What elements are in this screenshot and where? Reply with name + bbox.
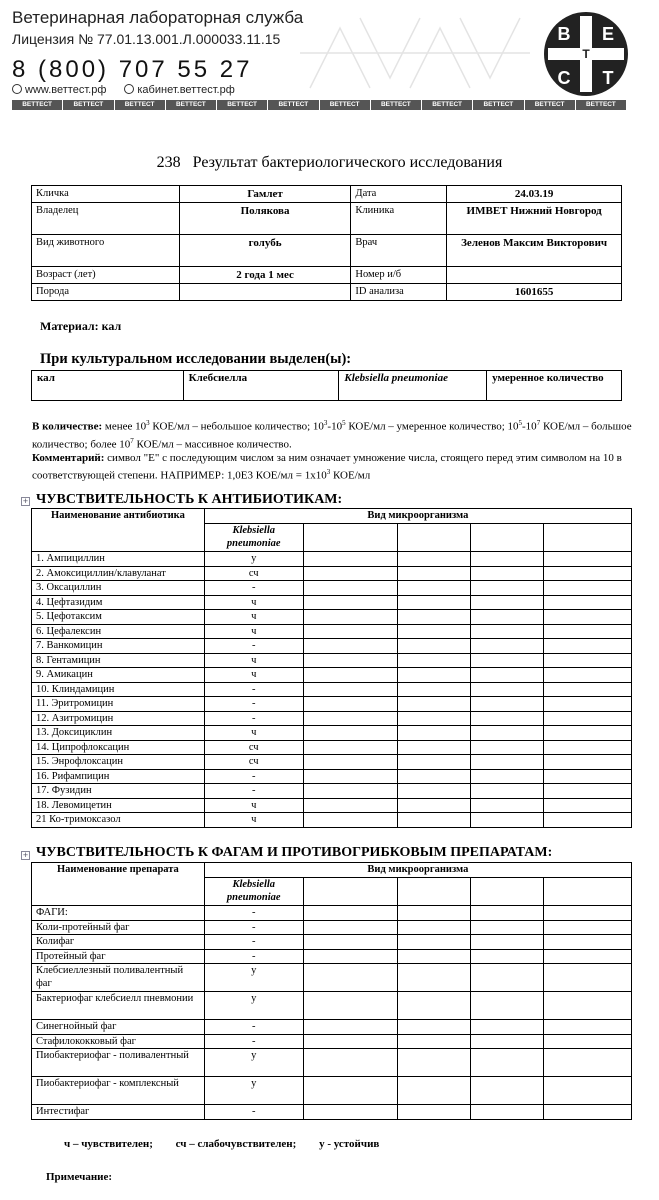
- legend-sensitive: ч – чувствителен;: [64, 1138, 153, 1150]
- empty-cell: [544, 624, 632, 639]
- empty-cell: [544, 668, 632, 683]
- info-label: Порода: [32, 284, 180, 301]
- table-row: [32, 284, 622, 301]
- phone-number: 8 (800) 707 55 27: [12, 56, 253, 83]
- info-label: Номер и/б: [351, 267, 447, 284]
- row-name: 10. Клиндамицин: [32, 682, 205, 697]
- empty-cell: [303, 1049, 398, 1077]
- antibiotics-table: [31, 508, 632, 828]
- row-name: 9. Амикацин: [32, 668, 205, 683]
- empty-cell: [303, 581, 398, 596]
- empty-cell: [471, 784, 544, 799]
- empty-cell: [303, 964, 398, 992]
- table-row: [32, 740, 632, 755]
- empty-cell: [471, 813, 544, 828]
- row-name: 13. Доксициклин: [32, 726, 205, 741]
- empty-cell: [544, 1034, 632, 1049]
- empty-cell: [471, 949, 544, 964]
- info-label: Дата: [351, 186, 447, 203]
- table-row: [32, 935, 632, 950]
- table-row: [32, 726, 632, 741]
- row-result: ч: [204, 624, 303, 639]
- row-name: 18. Левомицетин: [32, 798, 205, 813]
- empty-cell: [398, 1020, 471, 1035]
- legend-resistant: у - устойчив: [319, 1138, 380, 1150]
- phages-heading: ЧУВСТВИТЕЛЬНОСТЬ К ФАГАМ И ПРОТИВОГРИБКОВЫМ ПРЕПАРАТАМ:: [36, 845, 553, 860]
- remark-label: Примечание:: [46, 1171, 113, 1183]
- row-result: ч: [204, 668, 303, 683]
- info-value: [447, 267, 622, 284]
- empty-cell: [471, 740, 544, 755]
- table-row: [32, 906, 632, 921]
- antibiotics-heading: ЧУВСТВИТЕЛЬНОСТЬ К АНТИБИОТИКАМ:: [36, 492, 343, 507]
- strip-word: ВЕТТЕСТ: [320, 100, 370, 110]
- col-header-kind: Вид микроорганизма: [204, 863, 631, 878]
- info-value: Зеленов Максим Викторович: [447, 235, 622, 267]
- row-result: -: [204, 949, 303, 964]
- empty-cell: [303, 798, 398, 813]
- empty-cell: [303, 566, 398, 581]
- empty-cell: [398, 740, 471, 755]
- info-label: Врач: [351, 235, 447, 267]
- empty-cell: [544, 1020, 632, 1035]
- quantity-note: В количестве: менее $10^3$ КОЕ/мл – небольшое количество; $10^3-10^5$ КОЕ/мл – умеренное количество; $10^5-10^7$ КОЕ/мл – большое количество; более $10^7$ КОЕ/мл – массивное количество.: [32, 419, 632, 451]
- empty-cell: [398, 595, 471, 610]
- row-result: сч: [204, 755, 303, 770]
- empty-cell: [544, 726, 632, 741]
- empty-cell: [471, 581, 544, 596]
- empty-cell: [303, 1034, 398, 1049]
- empty-cell: [471, 726, 544, 741]
- row-name: ФАГИ:: [32, 906, 205, 921]
- empty-cell: [398, 935, 471, 950]
- table-row: [32, 267, 622, 284]
- empty-cell: [398, 697, 471, 712]
- row-name: Пиобактериофаг - поливалентный: [32, 1049, 205, 1077]
- empty-cell: [303, 949, 398, 964]
- info-value: 24.03.19: [447, 186, 622, 203]
- row-name: 11. Эритромицин: [32, 697, 205, 712]
- empty-cell: [471, 624, 544, 639]
- empty-cell: [398, 726, 471, 741]
- table-row: [32, 653, 632, 668]
- info-value: Гамлет: [179, 186, 351, 203]
- empty-cell: [544, 920, 632, 935]
- row-name: Колифаг: [32, 935, 205, 950]
- info-value: 2 года 1 мес: [179, 267, 351, 284]
- globe-icon: [124, 84, 134, 94]
- logo-letter: С: [557, 68, 571, 88]
- info-label: Владелец: [32, 203, 180, 235]
- table-row: [32, 1049, 632, 1077]
- table-row: [32, 186, 622, 203]
- empty-cell: [471, 711, 544, 726]
- empty-cell: [471, 1034, 544, 1049]
- empty-cell: [471, 920, 544, 935]
- row-name: 1. Ампициллин: [32, 552, 205, 567]
- row-name: 5. Цефотаксим: [32, 610, 205, 625]
- row-result: -: [204, 682, 303, 697]
- row-result: ч: [204, 726, 303, 741]
- empty-cell: [398, 653, 471, 668]
- row-result: у: [204, 992, 303, 1020]
- info-label: Клиника: [351, 203, 447, 235]
- empty-cell: [303, 813, 398, 828]
- logo-letter: Т: [602, 68, 614, 88]
- table-row: [32, 1105, 632, 1120]
- table-row: [32, 639, 632, 654]
- empty-cell: [303, 595, 398, 610]
- brand-strip: [12, 100, 626, 110]
- empty-cell: [544, 653, 632, 668]
- row-result: -: [204, 769, 303, 784]
- empty-cell: [544, 552, 632, 567]
- empty-cell: [471, 697, 544, 712]
- row-result: -: [204, 639, 303, 654]
- row-result: ч: [204, 610, 303, 625]
- info-label: Кличка: [32, 186, 180, 203]
- row-name: 8. Гентамицин: [32, 653, 205, 668]
- empty-cell: [544, 906, 632, 921]
- empty-cell: [398, 566, 471, 581]
- legend-moderate: сч – слабочувствителен;: [175, 1138, 297, 1150]
- empty-cell: [544, 711, 632, 726]
- empty-cell: [303, 697, 398, 712]
- table-row: [32, 813, 632, 828]
- logo-letter: Т: [582, 47, 590, 61]
- table-row: [32, 371, 622, 401]
- empty-cell: [544, 1105, 632, 1120]
- row-result: у: [204, 964, 303, 992]
- row-name: Интестифаг: [32, 1105, 205, 1120]
- result-title: Результат бактериологического исследования: [192, 154, 503, 171]
- empty-cell: [544, 755, 632, 770]
- row-result: сч: [204, 566, 303, 581]
- empty-cell: [544, 610, 632, 625]
- row-result: -: [204, 1105, 303, 1120]
- empty-cell: [471, 639, 544, 654]
- strip-word: ВЕТТЕСТ: [115, 100, 165, 110]
- empty-cell: [471, 1105, 544, 1120]
- row-name: 2. Амоксициллин/клавуланат: [32, 566, 205, 581]
- info-value: Полякова: [179, 203, 351, 235]
- phages-table: [31, 862, 632, 1120]
- row-name: Протейный фаг: [32, 949, 205, 964]
- empty-cell: [544, 992, 632, 1020]
- table-row: [32, 1020, 632, 1035]
- empty-cell: [303, 668, 398, 683]
- empty-cell: [471, 1049, 544, 1077]
- empty-cell: [398, 769, 471, 784]
- strip-word: ВЕТТЕСТ: [473, 100, 523, 110]
- table-row: [32, 624, 632, 639]
- table-row: [32, 964, 632, 992]
- row-result: -: [204, 920, 303, 935]
- empty-cell: [303, 639, 398, 654]
- company-logo: [542, 10, 630, 98]
- empty-cell: [471, 964, 544, 992]
- row-name: 4. Цефтазидим: [32, 595, 205, 610]
- empty-cell: [398, 906, 471, 921]
- notes-block: [32, 416, 632, 483]
- empty-cell: [544, 784, 632, 799]
- info-label: Вид животного: [32, 235, 180, 267]
- table-row: [32, 581, 632, 596]
- empty-cell: [398, 668, 471, 683]
- empty-cell: [544, 949, 632, 964]
- empty-cell: [471, 595, 544, 610]
- empty-cell: [303, 992, 398, 1020]
- strip-word: ВЕТТЕСТ: [371, 100, 421, 110]
- row-name: Клебсиеллезный поливалентный фаг: [32, 964, 205, 992]
- row-name: Стафилококковый фаг: [32, 1034, 205, 1049]
- empty-cell: [398, 682, 471, 697]
- table-row: [32, 920, 632, 935]
- empty-cell: [398, 920, 471, 935]
- empty-cell: [544, 1077, 632, 1105]
- row-name: 14. Ципрофлоксацин: [32, 740, 205, 755]
- culture-organism-lat: Klebsiella pneumoniae: [339, 371, 487, 401]
- table-row: [32, 235, 622, 267]
- table-row: [32, 992, 632, 1020]
- strip-word: ВЕТТЕСТ: [576, 100, 626, 110]
- info-value: 1601655: [447, 284, 622, 301]
- empty-cell: [398, 1105, 471, 1120]
- result-number: 238: [156, 154, 181, 171]
- info-label: Возраст (лет): [32, 267, 180, 284]
- empty-cell: [303, 610, 398, 625]
- empty-cell: [398, 813, 471, 828]
- table-row: [32, 798, 632, 813]
- row-result: сч: [204, 740, 303, 755]
- patient-info-table: [31, 185, 622, 301]
- empty-cell: [303, 624, 398, 639]
- empty-cell: [471, 682, 544, 697]
- table-row: [32, 552, 632, 567]
- empty-cell: [471, 653, 544, 668]
- info-label: ID анализа: [351, 284, 447, 301]
- empty-cell: [398, 581, 471, 596]
- table-row: [32, 697, 632, 712]
- empty-cell: [471, 798, 544, 813]
- empty-cell: [471, 552, 544, 567]
- empty-cell: [398, 992, 471, 1020]
- table-row: [32, 755, 632, 770]
- empty-cell: [471, 1077, 544, 1105]
- table-row: [32, 949, 632, 964]
- expand-icon[interactable]: +: [22, 850, 29, 860]
- row-result: -: [204, 697, 303, 712]
- empty-cell: [303, 726, 398, 741]
- empty-cell: [544, 964, 632, 992]
- empty-cell: [398, 1049, 471, 1077]
- empty-cell: [398, 1077, 471, 1105]
- empty-cell: [398, 784, 471, 799]
- culture-amount: умеренное количество: [487, 371, 622, 401]
- row-name: Бактериофаг клебсиелл пневмонии: [32, 992, 205, 1020]
- empty-cell: [303, 552, 398, 567]
- row-name: 15. Энрофлоксацин: [32, 755, 205, 770]
- empty-cell: [303, 906, 398, 921]
- empty-cell: [303, 935, 398, 950]
- empty-cell: [471, 935, 544, 950]
- culture-table: [31, 370, 622, 401]
- empty-cell: [303, 769, 398, 784]
- empty-cell: [544, 1049, 632, 1077]
- col-header-name: Наименование антибиотика: [32, 509, 205, 552]
- material-line: Материал: кал: [40, 319, 122, 333]
- row-result: ч: [204, 595, 303, 610]
- strip-word: ВЕТТЕСТ: [422, 100, 472, 110]
- culture-heading: При культуральном исследовании выделен(ы):: [40, 351, 352, 367]
- expand-icon[interactable]: +: [22, 496, 29, 506]
- empty-cell: [471, 992, 544, 1020]
- empty-cell: [398, 964, 471, 992]
- table-row: [32, 1034, 632, 1049]
- empty-cell: [398, 755, 471, 770]
- empty-cell: [471, 668, 544, 683]
- empty-cell: [471, 1020, 544, 1035]
- watermark-pattern: [300, 8, 530, 98]
- strip-word: ВЕТТЕСТ: [268, 100, 318, 110]
- empty-cell: [303, 755, 398, 770]
- row-name: 17. Фузидин: [32, 784, 205, 799]
- empty-cell: [398, 552, 471, 567]
- empty-cell: [544, 595, 632, 610]
- row-name: Коли-протейный фаг: [32, 920, 205, 935]
- empty-cell: [471, 755, 544, 770]
- col-header-name: Наименование препарата: [32, 863, 205, 906]
- license-number: Лицензия № 77.01.13.001.Л.000033.11.15: [12, 31, 281, 47]
- empty-cell: [398, 798, 471, 813]
- info-value: ИМВЕТ Нижний Новгород: [447, 203, 622, 235]
- empty-cell: [303, 653, 398, 668]
- table-header-row: [32, 863, 632, 878]
- table-row: [32, 566, 632, 581]
- empty-cell: [471, 906, 544, 921]
- table-row: [32, 769, 632, 784]
- empty-cell: [398, 711, 471, 726]
- site-link[interactable]: www.веттест.рф: [12, 84, 106, 96]
- empty-cell: [544, 798, 632, 813]
- empty-cell: [303, 920, 398, 935]
- empty-cell: [398, 949, 471, 964]
- table-row: [32, 711, 632, 726]
- row-result: у: [204, 1049, 303, 1077]
- row-result: -: [204, 935, 303, 950]
- row-result: -: [204, 906, 303, 921]
- empty-cell: [544, 697, 632, 712]
- row-name: 16. Рифампицин: [32, 769, 205, 784]
- culture-organism-ru: Клебсиелла: [183, 371, 339, 401]
- empty-cell: [398, 610, 471, 625]
- empty-cell: [544, 813, 632, 828]
- table-row: [32, 595, 632, 610]
- row-result: ч: [204, 798, 303, 813]
- row-result: ч: [204, 813, 303, 828]
- row-name: 3. Оксациллин: [32, 581, 205, 596]
- strip-word: ВЕТТЕСТ: [12, 100, 62, 110]
- row-result: ч: [204, 653, 303, 668]
- table-header-row: [32, 509, 632, 524]
- row-name: 12. Азитромицин: [32, 711, 205, 726]
- globe-icon: [12, 84, 22, 94]
- logo-letter: Е: [601, 24, 615, 44]
- empty-cell: [303, 784, 398, 799]
- row-name: Пиобактериофаг - комплексный: [32, 1077, 205, 1105]
- table-row: [32, 203, 622, 235]
- page-title: [0, 154, 659, 172]
- empty-cell: [471, 610, 544, 625]
- strip-word: ВЕТТЕСТ: [217, 100, 267, 110]
- empty-cell: [544, 769, 632, 784]
- table-row: [32, 1077, 632, 1105]
- empty-cell: [544, 740, 632, 755]
- legend: [64, 1138, 399, 1150]
- info-value: голубь: [179, 235, 351, 267]
- row-result: -: [204, 1034, 303, 1049]
- row-name: Синегнойный фаг: [32, 1020, 205, 1035]
- culture-material: кал: [32, 371, 184, 401]
- row-result: у: [204, 1077, 303, 1105]
- row-result: у: [204, 552, 303, 567]
- organism-header: Klebsiella pneumoniae: [204, 878, 303, 906]
- empty-cell: [303, 1020, 398, 1035]
- empty-cell: [544, 682, 632, 697]
- org-name: Ветеринарная лабораторная служба: [12, 8, 304, 27]
- info-value: [179, 284, 351, 301]
- empty-cell: [398, 1034, 471, 1049]
- row-name: 6. Цефалексин: [32, 624, 205, 639]
- empty-cell: [471, 566, 544, 581]
- empty-cell: [544, 639, 632, 654]
- empty-cell: [303, 1105, 398, 1120]
- strip-word: ВЕТТЕСТ: [525, 100, 575, 110]
- empty-cell: [303, 740, 398, 755]
- empty-cell: [544, 581, 632, 596]
- empty-cell: [303, 711, 398, 726]
- row-result: -: [204, 1020, 303, 1035]
- header-links: [12, 84, 235, 96]
- strip-word: ВЕТТЕСТ: [63, 100, 113, 110]
- table-row: [32, 610, 632, 625]
- empty-cell: [398, 639, 471, 654]
- row-name: 7. Ванкомицин: [32, 639, 205, 654]
- organism-header: Klebsiella pneumoniae: [204, 524, 303, 552]
- col-header-kind: Вид микроорганизма: [204, 509, 631, 524]
- empty-cell: [471, 769, 544, 784]
- row-result: -: [204, 711, 303, 726]
- table-row: [32, 668, 632, 683]
- row-name: 21 Ко-тримоксазол: [32, 813, 205, 828]
- empty-cell: [303, 682, 398, 697]
- strip-word: ВЕТТЕСТ: [166, 100, 216, 110]
- cabinet-link[interactable]: кабинет.веттест.рф: [124, 84, 234, 96]
- row-result: -: [204, 581, 303, 596]
- row-result: -: [204, 784, 303, 799]
- table-row: [32, 784, 632, 799]
- empty-cell: [303, 1077, 398, 1105]
- logo-letter: В: [557, 24, 571, 44]
- empty-cell: [398, 624, 471, 639]
- table-row: [32, 682, 632, 697]
- empty-cell: [544, 935, 632, 950]
- comment-note: Комментарий: символ "E" с последующим числом за ним означает умножение числа, стоящего перед этим символом на 10 в соответствующей степени. НАПРИМЕР: 1,0E3 $КОЕ/мл = 1x10^3$ КОЕ/мл: [32, 452, 622, 482]
- empty-cell: [544, 566, 632, 581]
